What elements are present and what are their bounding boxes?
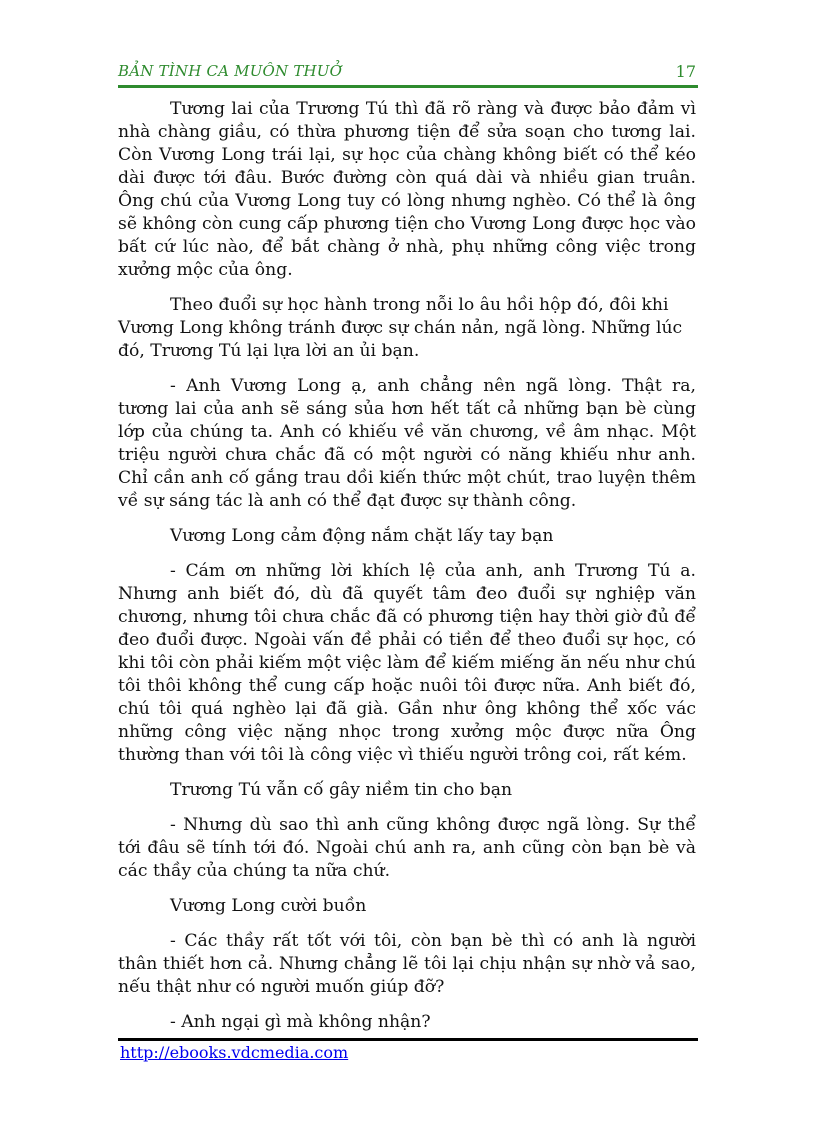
footer-link[interactable]: http://ebooks.vdcmedia.com	[120, 1043, 349, 1062]
header-divider	[118, 85, 698, 88]
paragraph: Trương Tú vẫn cố gây niềm tin cho bạn	[170, 780, 513, 800]
paragraph: - Các thầy rất tốt với tôi, còn bạn bè thì có anh là người thân thiết hơn cả. Nhưng chẳng lẽ tôi lại chịu nhận sự nhờ vả sao, nếu thật như có người muốn giúp đỡ?	[118, 931, 696, 997]
body-text	[118, 98, 696, 1046]
paragraph: Theo đuổi sự học hành trong nỗi lo âu hồi hộp đó, đôi khi Vương Long không tránh được sự chán nản, ngã lòng. Những lúc đó, Trương Tú lại lựa lời an ủi bạn.	[118, 295, 683, 361]
paragraph: Tương lai của Trương Tú thì đã rõ ràng và được bảo đảm vì nhà chàng giầu, có thừa phương tiện để sửa soạn cho tương lai. Còn Vương Long trái lại, sự học của chàng không biết có thể kéo dài được tới đâu. Bước đường còn quá dài và nhiều gian truân. Ông chú của Vương Long tuy có lòng nhưng nghèo. Có thể là ông sẽ không còn cung cấp phương tiện cho Vương Long được học vào bất cứ lúc nào, để bắt chàng ở nhà, phụ những công việc trong xưởng mộc của ông.	[118, 99, 696, 280]
page-number: 17	[675, 62, 696, 81]
paragraph: - Anh Vương Long ạ, anh chẳng nên ngã lòng. Thật ra, tương lai của anh sẽ sáng sủa hơn hết tất cả những bạn bè cùng lớp của chúng ta. Anh có khiếu về văn chương, về âm nhạc. Một triệu người chưa chắc đã có một người có năng khiếu như anh. Chỉ cần anh cố gắng trau dồi kiến thức một chút, trao luyện thêm về sự sáng tác là anh có thể đạt được sự thành công.	[118, 376, 696, 511]
page-header	[118, 58, 698, 88]
footer-divider	[118, 1038, 698, 1041]
paragraph: - Anh ngại gì mà không nhận?	[170, 1012, 431, 1032]
paragraph: - Nhưng dù sao thì anh cũng không được ngã lòng. Sự thể tới đâu sẽ tính tới đó. Ngoài chú anh ra, anh cũng còn bạn bè và các thầy của chúng ta nữa chứ.	[118, 815, 696, 881]
paragraph: Vương Long cảm động nắm chặt lấy tay bạn	[170, 526, 554, 546]
book-title: BẢN TÌNH CA MUÔN THUỞ	[118, 62, 343, 80]
paragraph: Vương Long cười buồn	[170, 896, 367, 916]
paragraph: - Cám ơn những lời khích lệ của anh, anh Trương Tú a. Nhưng anh biết đó, dù đã quyết tâm đeo đuổi sự nghiệp văn chương, nhưng tôi chưa chắc đã có phương tiện hay thời giờ đủ để đeo đuổi được. Ngoài vấn đề phải có tiền để theo đuổi sự học, có khi tôi còn phải kiếm một việc làm để kiếm miếng ăn nếu như chú tôi thôi không thể cung cấp hoặc nuôi tôi được nữa. Anh biết đó, chú tôi quá nghèo lại đã già. Gần như ông không thể xốc vác những công việc nặng nhọc trong xưởng mộc được nữa Ông thường than với tôi là công việc vì thiếu người trông coi, rất kém.	[118, 561, 696, 765]
